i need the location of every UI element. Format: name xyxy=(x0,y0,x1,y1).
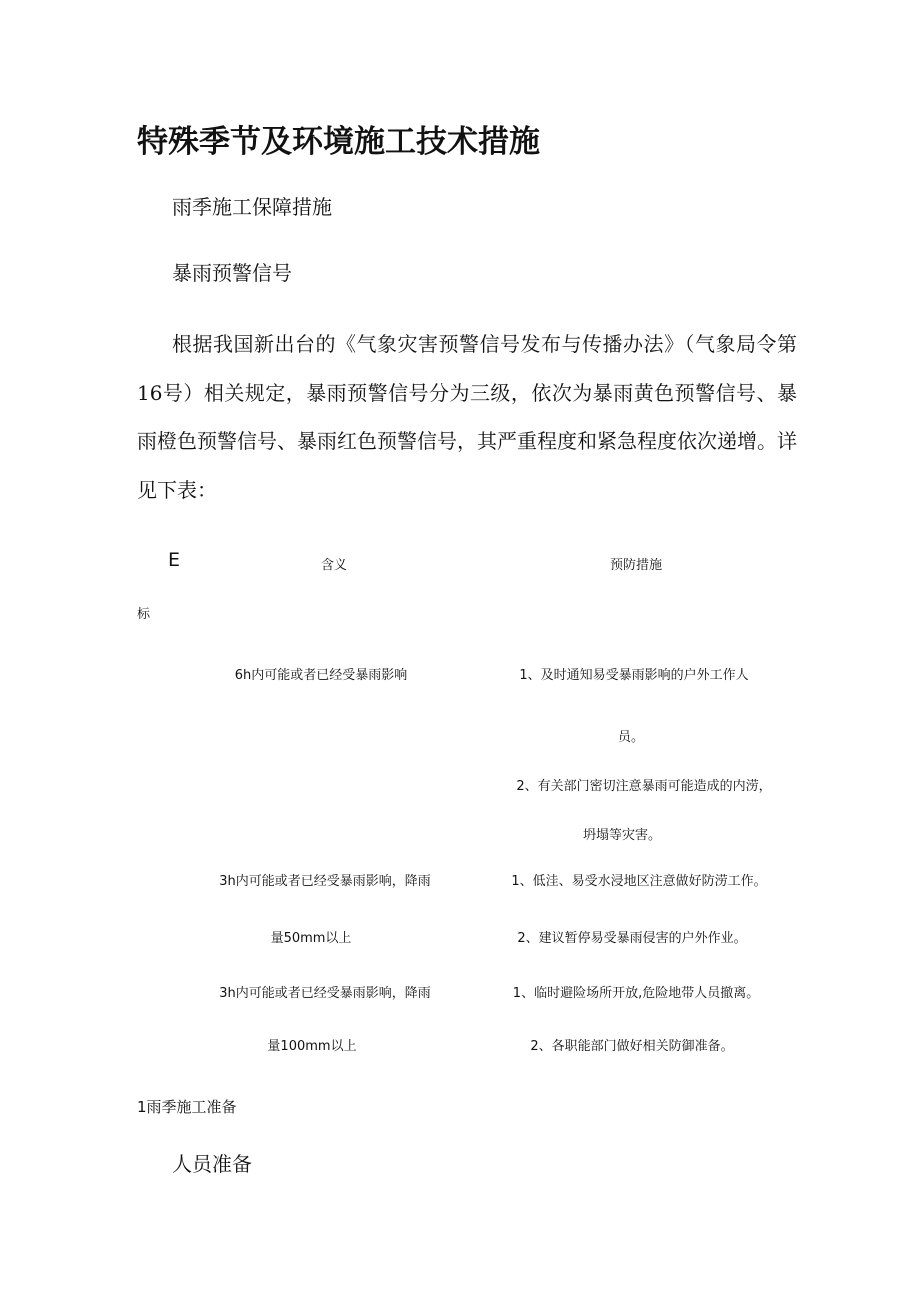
intro-paragraph: 根据我国新出台的《气象灾害预警信号发布与传播办法》（气象局令第16号）相关规定，暴雨预警信号分为三级，依次为暴雨黄色预警信号、暴雨橙色预警信号、暴雨红色预警信号，其严重程度和紧急程度依次递增。详见下表： xyxy=(137,332,797,502)
row3-meaning-line2: 量100mm以上 xyxy=(267,1039,357,1054)
header-col1-top: E xyxy=(168,549,181,571)
row2-measure-line1: 1、低洼、易受水浸地区注意做好防涝工作。 xyxy=(511,874,767,889)
header-measures: 预防措施 xyxy=(609,558,663,573)
row1-measure-line2: 员。 xyxy=(617,730,645,745)
section1-heading: 1雨季施工准备 xyxy=(137,1098,237,1116)
row1-meaning-line1: 6h内可能或者已经受暴雨影响 xyxy=(234,668,408,683)
sub-heading: 暴雨预警信号 xyxy=(172,261,292,285)
row3-measure-line2: 2、各职能部门做好相关防御准备。 xyxy=(530,1039,734,1054)
document-title: 特殊季节及环境施工技术措施 xyxy=(137,124,540,160)
row2-meaning-line1: 3h内可能或者已经受暴雨影响，降雨 xyxy=(219,874,431,889)
row3-meaning-line1: 3h内可能或者已经受暴雨影响，降雨 xyxy=(219,986,431,1001)
row1-measure-line3: 2、有关部门密切注意暴雨可能造成的内涝， xyxy=(516,779,772,794)
row1-measure-line4: 坍塌等灾害。 xyxy=(582,828,662,843)
personnel-heading: 人员准备 xyxy=(172,1152,252,1176)
row2-meaning-line2: 量50mm以上 xyxy=(270,931,352,946)
header-col1-bottom: 标 xyxy=(137,607,151,622)
row2-measure-line2: 2、建议暂停易受暴雨侵害的户外作业。 xyxy=(517,931,747,946)
row1-measure-line1: 1、及时通知易受暴雨影响的户外工作人 xyxy=(519,668,749,683)
row3-measure-line1: 1、临时避险场所开放,危险地带人员撤离。 xyxy=(512,986,760,1001)
header-meaning: 含义 xyxy=(320,558,348,573)
section-heading: 雨季施工保障措施 xyxy=(172,195,332,219)
